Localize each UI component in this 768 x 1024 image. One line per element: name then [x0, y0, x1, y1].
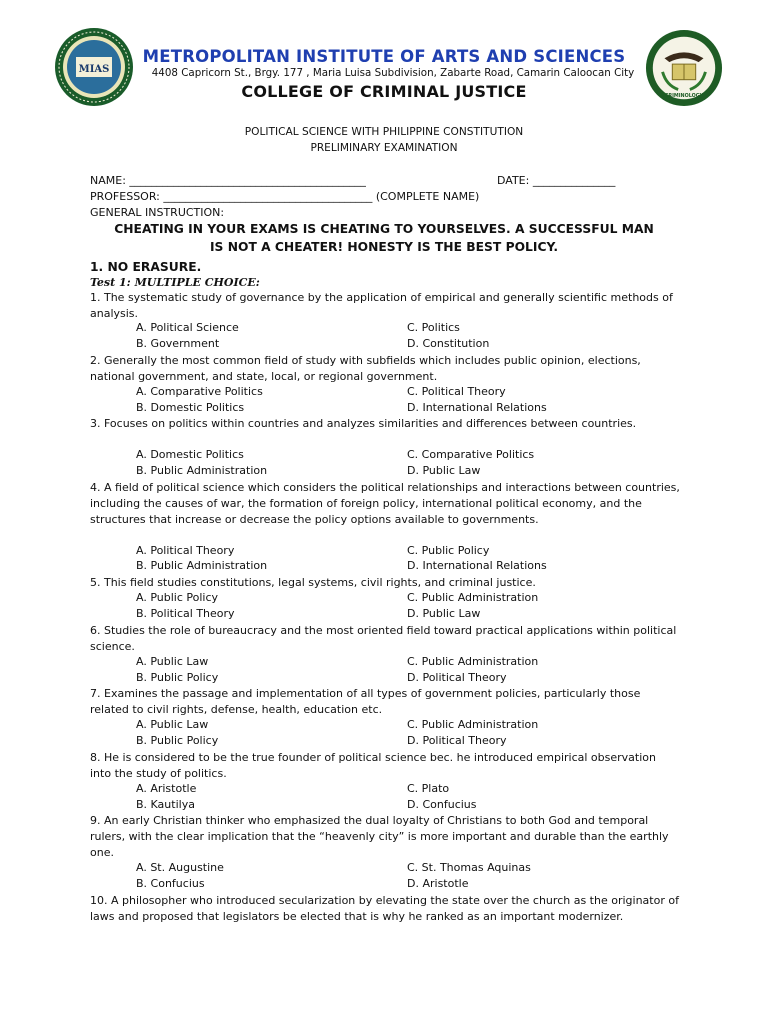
college-name: COLLEGE OF CRIMINAL JUSTICE [241, 82, 527, 101]
question-6-choice-d: D. Political Theory [407, 671, 507, 684]
question-9-choice-c: C. St. Thomas Aquinas [407, 861, 531, 874]
exam-subject: POLITICAL SCIENCE WITH PHILIPPINE CONSTITUTION [244, 126, 524, 138]
question-7-text: 7. Examines the passage and implementation of all types of government policies, particularly those related to civil rights, defense, health, education etc. [90, 687, 641, 716]
question-4-text: 4. A field of political science which considers the political relationships and interactions between countries, including the causes of war, the formation of foreign policy, international political economy, and the structures that increase or decrease the policy options available to governments. [90, 481, 680, 526]
question-9-choice-d: D. Aristotle [407, 877, 469, 890]
institute-address: 4408 Capricorn St., Brgy. 177 , Maria Luisa Subdivision, Zabarte Road, Camarin Caloocan City [151, 67, 635, 79]
question-6-text: 6. Studies the role of bureaucracy and the most oriented field toward practical applications within political science. [90, 624, 677, 653]
question-7-choice-b: B. Public Policy [136, 734, 219, 747]
question-2-choice-b: B. Domestic Politics [136, 401, 245, 414]
question-2-choice-c: C. Political Theory [407, 385, 506, 398]
question-3-choice-b: B. Public Administration [136, 464, 268, 477]
question-1-choice-d: D. Constitution [407, 337, 490, 350]
question-9-choice-a: A. St. Augustine [136, 861, 224, 874]
warning-line-2: IS NOT A CHEATER! HONESTY IS THE BEST POLICY. [209, 240, 559, 254]
warning-line-1: CHEATING IN YOUR EXAMS IS CHEATING TO YOURSELVES. A SUCCESSFUL MAN [114, 222, 654, 236]
question-6-choice-c: C. Public Administration [407, 655, 539, 668]
question-3-choice-a: A. Domestic Politics [136, 448, 244, 461]
question-4-choice-d: D. International Relations [407, 559, 547, 572]
question-8-choice-d: D. Confucius [407, 798, 477, 811]
date-field: DATE: _______________ [497, 174, 616, 187]
seal-initials: MIAS [78, 64, 110, 75]
instruction-rule: 1. NO ERASURE. [90, 260, 202, 274]
question-7-choice-a: A. Public Law [136, 718, 209, 731]
question-3-choice-d: D. Public Law [407, 464, 481, 477]
question-9-text: 9. An early Christian thinker who emphasized the dual loyalty of Christians to both God and temporal rulers, with the clear implication that the “heavenly city” is more important and durable than the earthly one. [90, 814, 669, 859]
name-field: NAME: ___________________________________________ [90, 174, 366, 187]
question-2-choice-d: D. International Relations [407, 401, 547, 414]
question-1-choice-c: C. Politics [407, 321, 460, 334]
question-5-text: 5. This field studies constitutions, legal systems, civil rights, and criminal justice. [90, 576, 536, 589]
question-3-text: 3. Focuses on politics within countries and analyzes similarities and differences between countries. [90, 417, 637, 430]
question-6-choice-b: B. Public Policy [136, 671, 219, 684]
question-8-choice-c: C. Plato [407, 782, 450, 795]
question-1-text: 1. The systematic study of governance by the application of empirical and generally scientific methods of analysis. [90, 291, 673, 320]
general-instruction-label: GENERAL INSTRUCTION: [90, 206, 225, 219]
question-9-choice-b: B. Confucius [136, 877, 205, 890]
question-2-text: 2. Generally the most common field of study with subfields which includes public opinion, elections, national government, and state, local, or regional government. [90, 354, 641, 383]
question-10-text: 10. A philosopher who introduced secularization by elevating the state over the church as the originator of laws and proposed that legislators be elected that is why he ranked as an important modernizer. [90, 894, 679, 923]
question-5-choice-b: B. Political Theory [136, 607, 235, 620]
question-6-choice-a: A. Public Law [136, 655, 209, 668]
question-4-choice-c: C. Public Policy [407, 544, 490, 557]
question-8-choice-b: B. Kautilya [136, 798, 195, 811]
question-1-choice-a: A. Political Science [136, 321, 239, 334]
question-7-choice-c: C. Public Administration [407, 718, 539, 731]
question-4-choice-b: B. Public Administration [136, 559, 268, 572]
question-2-choice-a: A. Comparative Politics [136, 385, 263, 398]
test-header: Test 1: MULTIPLE CHOICE: [90, 276, 260, 289]
question-8-choice-a: A. Aristotle [136, 782, 197, 795]
question-5-choice-c: C. Public Administration [407, 591, 539, 604]
question-5-choice-d: D. Public Law [407, 607, 481, 620]
question-3-choice-c: C. Comparative Politics [407, 448, 535, 461]
institute-name: METROPOLITAN INSTITUTE OF ARTS AND SCIENCES [142, 47, 626, 66]
question-8-text: 8. He is considered to be the true founder of political science bec. he introduced empirical observation into the study of politics. [90, 751, 656, 780]
question-7-choice-d: D. Political Theory [407, 734, 507, 747]
question-5-choice-a: A. Public Policy [136, 591, 219, 604]
question-4-choice-a: A. Political Theory [136, 544, 235, 557]
exam-type: PRELIMINARY EXAMINATION [310, 142, 458, 154]
seal-caption: CRIMINOLOGY [664, 93, 704, 100]
professor-field: PROFESSOR: ______________________________________ (COMPLETE NAME) [90, 190, 480, 203]
question-1-choice-b: B. Government [136, 337, 220, 350]
